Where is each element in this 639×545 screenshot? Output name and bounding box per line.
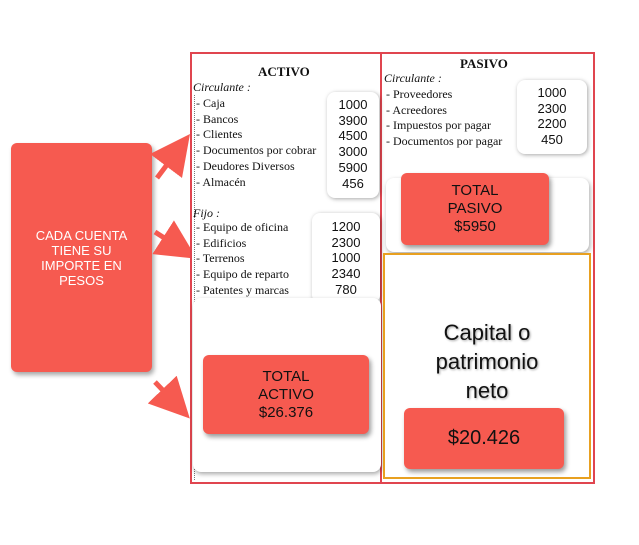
- list-item: - Proveedores: [386, 87, 453, 101]
- total-pasivo-line2: PASIVO: [447, 200, 503, 217]
- total-activo-line2: ACTIVO: [258, 385, 314, 403]
- list-item: - Acreedores: [386, 102, 447, 117]
- list-item: - Equipo de reparto: [196, 267, 289, 282]
- total-activo-line1: TOTAL: [262, 367, 310, 385]
- activo-circulante-label: Circulante :: [193, 80, 251, 94]
- list-item: - Terrenos: [196, 251, 245, 266]
- value-cell: 2340: [331, 266, 361, 282]
- value-cell: 3900: [338, 112, 368, 128]
- list-item: - Caja: [196, 96, 225, 110]
- total-pasivo-amount: $5950: [454, 218, 496, 235]
- pasivo-values-box: [517, 80, 587, 154]
- arrow-to-fijo: [155, 232, 180, 248]
- value-cell: 5900: [338, 159, 368, 175]
- activo-heading: ACTIVO: [258, 64, 310, 79]
- value-cell: 4500: [338, 128, 368, 144]
- value-cell: 456: [342, 175, 364, 191]
- value-cell: 2300: [331, 234, 361, 250]
- value-cell: 1200: [331, 219, 361, 234]
- value-cell: 450: [541, 132, 563, 148]
- total-pasivo-box: [401, 173, 549, 245]
- total-activo-box: [203, 355, 369, 434]
- pasivo-circulante-label: Circulante :: [384, 71, 442, 85]
- activo-fijo-list: [196, 220, 289, 299]
- value-cell: 1000: [537, 85, 567, 100]
- value-cell: 2200: [537, 116, 567, 132]
- arrow-to-circulante: [157, 150, 178, 178]
- value-cell: 3000: [338, 144, 368, 160]
- value-cell: 1000: [331, 250, 361, 266]
- pasivo-circulante-list: [386, 87, 502, 150]
- explanation-callout: [11, 143, 152, 372]
- list-item: - Clientes: [196, 127, 243, 142]
- list-item: - Documentos por pagar: [386, 134, 503, 149]
- capital-amount: $20.426: [447, 427, 521, 449]
- list-item: - Edificios: [196, 235, 247, 250]
- arrow-to-total: [155, 382, 176, 404]
- value-cell: 2300: [537, 100, 567, 116]
- list-item: - Deudores Diversos: [196, 158, 295, 173]
- list-item: - Bancos: [196, 111, 239, 126]
- total-activo-amount: $26.376: [258, 403, 314, 421]
- pasivo-heading: PASIVO: [460, 56, 508, 71]
- callout-text: CADA CUENTA TIENE SU IMPORTE EN PESOS: [35, 227, 128, 288]
- list-item: - Documentos por cobrar: [196, 143, 317, 158]
- activo-circulante-list: [196, 96, 316, 190]
- value-cell: 780: [335, 281, 357, 297]
- list-item: - Impuestos por pagar: [386, 118, 491, 133]
- activo-fijo-values-box: [312, 213, 380, 303]
- total-pasivo-line1: TOTAL: [451, 182, 499, 199]
- value-cell: 1000: [338, 97, 368, 112]
- activo-circulante-values-box: [327, 92, 379, 198]
- list-item: - Almacén: [196, 174, 246, 189]
- activo-fijo-label: Fijo :: [193, 206, 220, 220]
- capital-amount-box: [404, 408, 564, 469]
- capital-label: Capital o patrimonio neto: [435, 320, 539, 403]
- list-item: - Equipo de oficina: [196, 220, 289, 234]
- list-item: - Patentes y marcas: [196, 282, 289, 297]
